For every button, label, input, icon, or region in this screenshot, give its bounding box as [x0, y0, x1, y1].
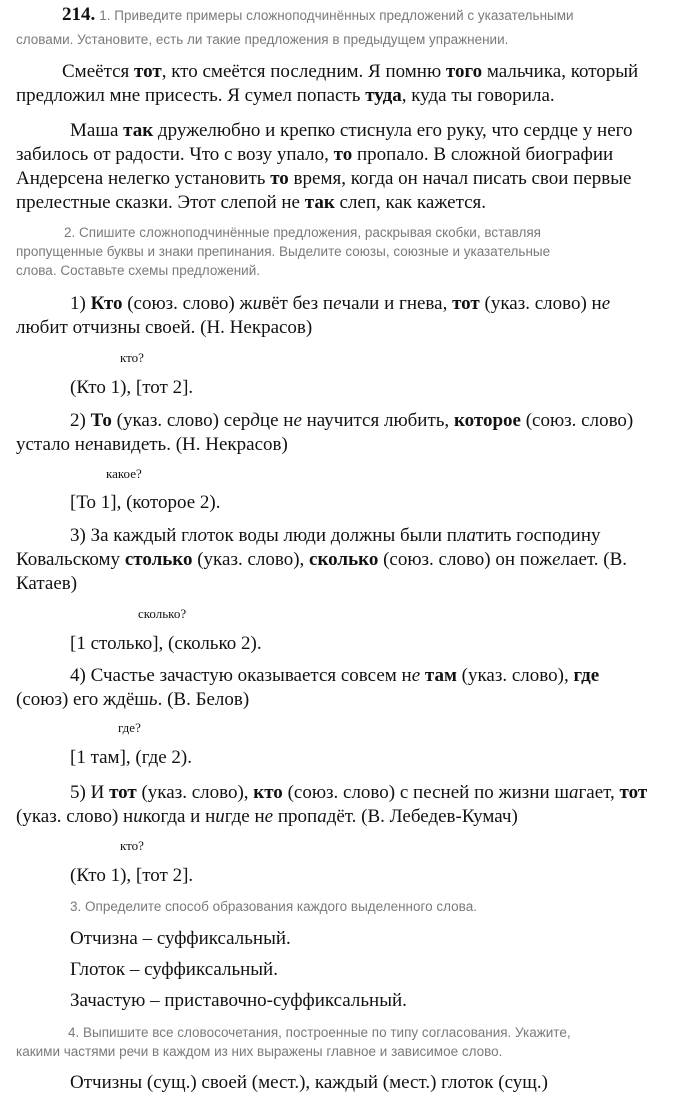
- task-4-text-cont: какими частями речи в каждом из них выражены главное и зависимое слово.: [16, 1044, 503, 1059]
- word-formation-answer: Отчизна – суффиксальный.: [70, 928, 291, 949]
- word-formation-answer: Глоток – суффиксальный.: [70, 959, 278, 980]
- sentence-scheme: [То 1], (которое 2).: [70, 492, 221, 513]
- task-1-text: 1. Приведите примеры сложноподчинённых предложений с указательными: [99, 8, 574, 23]
- sentence-2-line-1: 2) То (указ. слово) сердце не научится любить, которое (союз. слово): [70, 410, 634, 431]
- task-2-text-cont: пропущенные буквы и знаки препинания. Выделите союзы, союзные и указательные: [16, 244, 551, 259]
- answer-paragraph-2-line-2: забилось от радости. Что с возу упало, то пропало. В сложной биографии: [16, 144, 614, 165]
- sentence-1-line-2: любит отчизны своей. (Н. Некрасов): [16, 317, 313, 338]
- sentence-2-line-2: устало ненавидеть. (Н. Некрасов): [16, 434, 288, 455]
- sentence-3-line-1: 3) За каждый глоток воды люди должны были платить господину: [70, 525, 601, 546]
- task-1-text-cont: словами. Установите, есть ли такие предложения в предыдущем упражнении.: [16, 32, 509, 47]
- sentence-3-line-3: Катаев): [16, 573, 78, 594]
- sentence-scheme: [1 столько], (сколько 2).: [70, 633, 262, 654]
- exercise-header-line: [62, 4, 574, 26]
- answer-paragraph-2-line-4: прелестные сказки. Этот слепой не так слеп, как кажется.: [16, 192, 487, 213]
- sentence-5-line-2: (указ. слово) никогда и нигде не пропадёт. (В. Лебедев-Кумач): [16, 806, 518, 827]
- answer-paragraph-1-line-2: предложил мне присесть. Я сумел попасть туда, куда ты говорила.: [16, 85, 555, 106]
- sentence-scheme: [1 там], (где 2).: [70, 747, 192, 768]
- question-label: где?: [118, 720, 141, 735]
- task-2-text: 2. Спишите сложноподчинённые предложения, раскрывая скобки, вставляя: [64, 225, 541, 240]
- question-label: кто?: [120, 838, 144, 853]
- question-label: сколько?: [138, 606, 187, 621]
- answer-paragraph-1-line-1: Смеётся тот, кто смеётся последним. Я помню того мальчика, который: [62, 61, 639, 82]
- answer-paragraph-2-line-3: Андерсена нелегко установить то время, когда он начал писать свои первые: [16, 168, 632, 189]
- sentence-1-line-1: 1) Кто (союз. слово) живёт без печали и гнева, тот (указ. слово) не: [70, 293, 611, 314]
- question-label: какое?: [106, 466, 142, 481]
- sentence-scheme: (Кто 1), [тот 2].: [70, 865, 194, 886]
- answer-paragraph-2-line-1: Маша так дружелюбно и крепко стиснула его руку, что сердце у него: [70, 120, 633, 141]
- word-formation-answer: Зачастую – приставочно-суффиксальный.: [70, 990, 407, 1011]
- task-2-text-cont: слова. Составьте схемы предложений.: [16, 263, 261, 278]
- task-4-text: 4. Выпишите все словосочетания, построенные по типу согласования. Укажите,: [68, 1025, 571, 1040]
- task-3-text: 3. Определите способ образования каждого выделенного слова.: [70, 899, 477, 914]
- collocations-answer: Отчизны (сущ.) своей (мест.), каждый (мест.) глоток (сущ.): [70, 1072, 548, 1093]
- sentence-4-line-1: 4) Счастье зачастую оказывается совсем не там (указ. слово), где: [70, 665, 600, 686]
- sentence-5-line-1: 5) И тот (указ. слово), кто (союз. слово) с песней по жизни шагает, тот: [70, 782, 648, 803]
- question-label: кто?: [120, 350, 144, 365]
- sentence-3-line-2: Ковальскому столько (указ. слово), сколько (союз. слово) он пожелает. (В.: [16, 549, 628, 570]
- sentence-4-line-2: (союз) его ждёшь. (В. Белов): [16, 689, 250, 710]
- sentence-scheme: (Кто 1), [тот 2].: [70, 377, 194, 398]
- exercise-number: 214.: [62, 4, 96, 25]
